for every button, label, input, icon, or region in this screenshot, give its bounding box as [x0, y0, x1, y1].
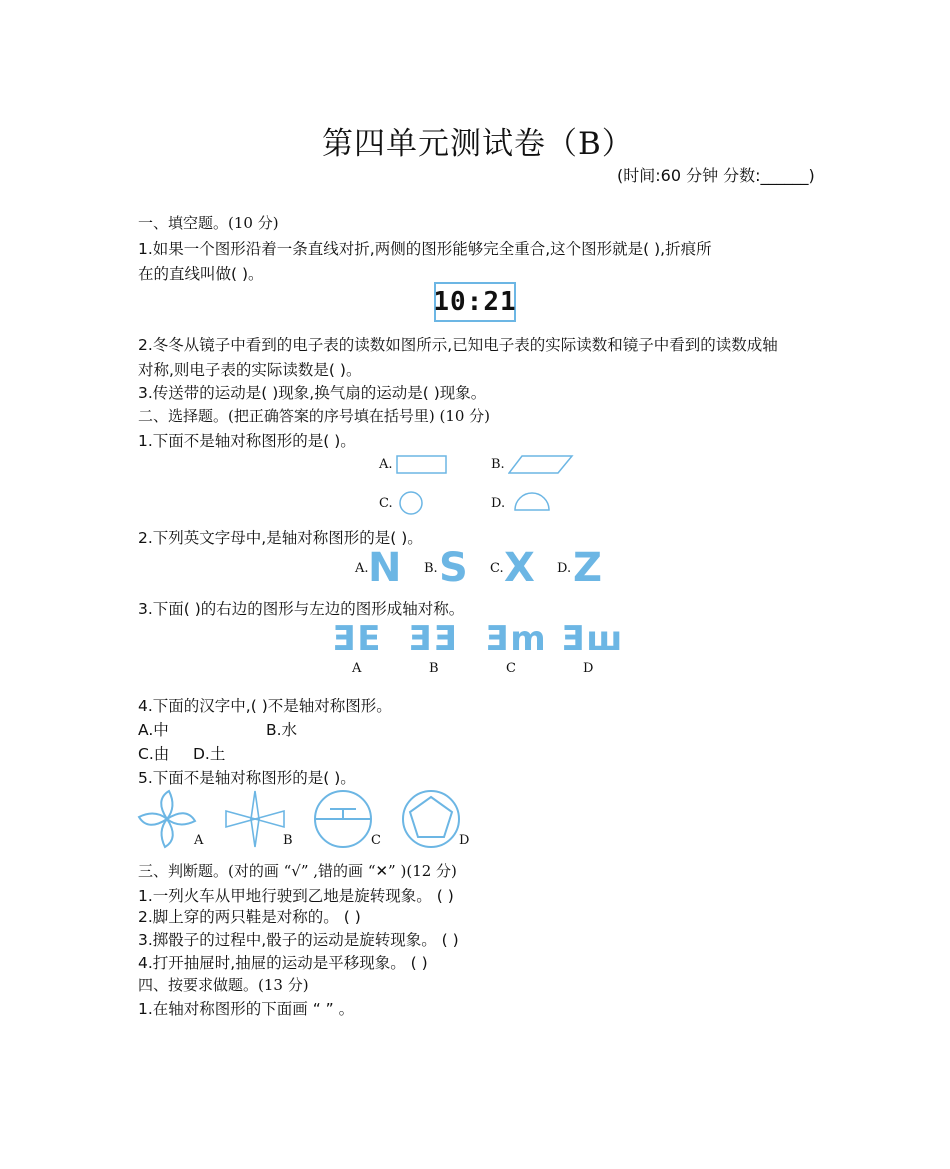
s1-q1-line1: 1.如果一个图形沿着一条直线对折,两侧的图形能够完全重合,这个图形就是( ),折痕所 — [138, 240, 712, 258]
q2-option-c-label: C. — [490, 561, 504, 576]
q3-label-c: C — [506, 661, 516, 676]
q1-option-d-label: D. — [491, 496, 506, 511]
mirror-glyph-a: ƎE — [332, 619, 383, 659]
q4-option-a: A.中 — [138, 721, 169, 739]
q5-label-a: A — [194, 833, 204, 848]
mirror-clock-figure — [434, 282, 516, 322]
q5-label-c: C — [371, 833, 381, 848]
judge-item-3: 3.掷骰子的过程中,骰子的运动是旋转现象。 ( ) — [138, 931, 459, 949]
time-score-line: (时间:60 分钟 分数:______) — [617, 166, 815, 185]
q1-option-c-label: C. — [379, 496, 393, 511]
circle-shape — [398, 490, 424, 516]
q1-option-b-label: B. — [491, 457, 505, 472]
letter-n-figure: N — [368, 545, 402, 591]
s1-q1-line2: 在的直线叫做( )。 — [138, 265, 264, 283]
q3-label-d: D — [583, 661, 594, 676]
judge-item-4: 4.打开抽屉时,抽屉的运动是平移现象。 ( ) — [138, 954, 428, 972]
s2-q1: 1.下面不是轴对称图形的是( )。 — [138, 432, 356, 450]
q4-option-c: C.由 — [138, 745, 170, 763]
s1-q3: 3.传送带的运动是( )现象,换气扇的运动是( )现象。 — [138, 384, 487, 402]
pentagon-in-circle-figure — [400, 789, 462, 849]
section-2-heading: 二、选择题。(把正确答案的序号填在括号里) (10 分) — [138, 407, 491, 425]
q3-label-a: A — [352, 661, 362, 676]
clock-reading: 10:21 — [433, 287, 517, 317]
s4-q1: 1.在轴对称图形的下面画 “ ” 。 — [138, 1000, 355, 1018]
judge-item-1: 1.一列火车从甲地行驶到乙地是旋转现象。 ( ) — [138, 887, 454, 905]
q2-option-b-label: B. — [424, 561, 438, 576]
section-1-heading: 一、填空题。(10 分) — [138, 214, 279, 232]
semicircle-shape — [513, 490, 551, 512]
q3-label-b: B — [429, 661, 439, 676]
s1-q2-line2: 对称,则电子表的实际读数是( )。 — [138, 361, 362, 379]
q2-option-a-label: A. — [355, 561, 369, 576]
letter-s-figure: S — [439, 545, 468, 591]
s1-q2-line1: 2.冬冬从镜子中看到的电子表的读数如图所示,已知电子表的实际读数和镜子中看到的读数成轴 — [138, 336, 778, 354]
pinwheel-figure — [137, 789, 197, 849]
q4-option-d: D.土 — [193, 745, 226, 763]
s2-q3: 3.下面( )的右边的图形与左边的图形成轴对称。 — [138, 600, 465, 618]
mirror-glyph-d: Ǝш — [561, 619, 625, 659]
page-title: 第四单元测试卷（B） — [322, 126, 634, 162]
cross-blade-figure — [224, 789, 286, 849]
section-3-heading: 三、判断题。(对的画 “√” ,错的画 “✕” )(12 分) — [138, 862, 457, 880]
q5-label-b: B — [283, 833, 293, 848]
s2-q2: 2.下列英文字母中,是轴对称图形的是( )。 — [138, 529, 423, 547]
judge-item-2: 2.脚上穿的两只鞋是对称的。 ( ) — [138, 908, 361, 926]
circle-symbol-figure — [312, 789, 374, 849]
mirror-glyph-c: Ǝm — [485, 619, 548, 659]
parallelogram-shape — [508, 455, 574, 475]
q2-option-d-label: D. — [557, 561, 572, 576]
letter-z-figure: Z — [573, 545, 603, 591]
section-4-heading: 四、按要求做题。(13 分) — [138, 976, 309, 994]
rectangle-shape — [396, 455, 448, 475]
s2-q4: 4.下面的汉字中,( )不是轴对称图形。 — [138, 697, 392, 715]
q5-label-d: D — [459, 833, 470, 848]
q4-option-b: B.水 — [266, 721, 298, 739]
letter-x-figure: X — [504, 545, 535, 591]
s2-q5: 5.下面不是轴对称图形的是( )。 — [138, 769, 356, 787]
q1-option-a-label: A. — [379, 457, 393, 472]
mirror-glyph-b: ƎƎ — [408, 619, 459, 659]
